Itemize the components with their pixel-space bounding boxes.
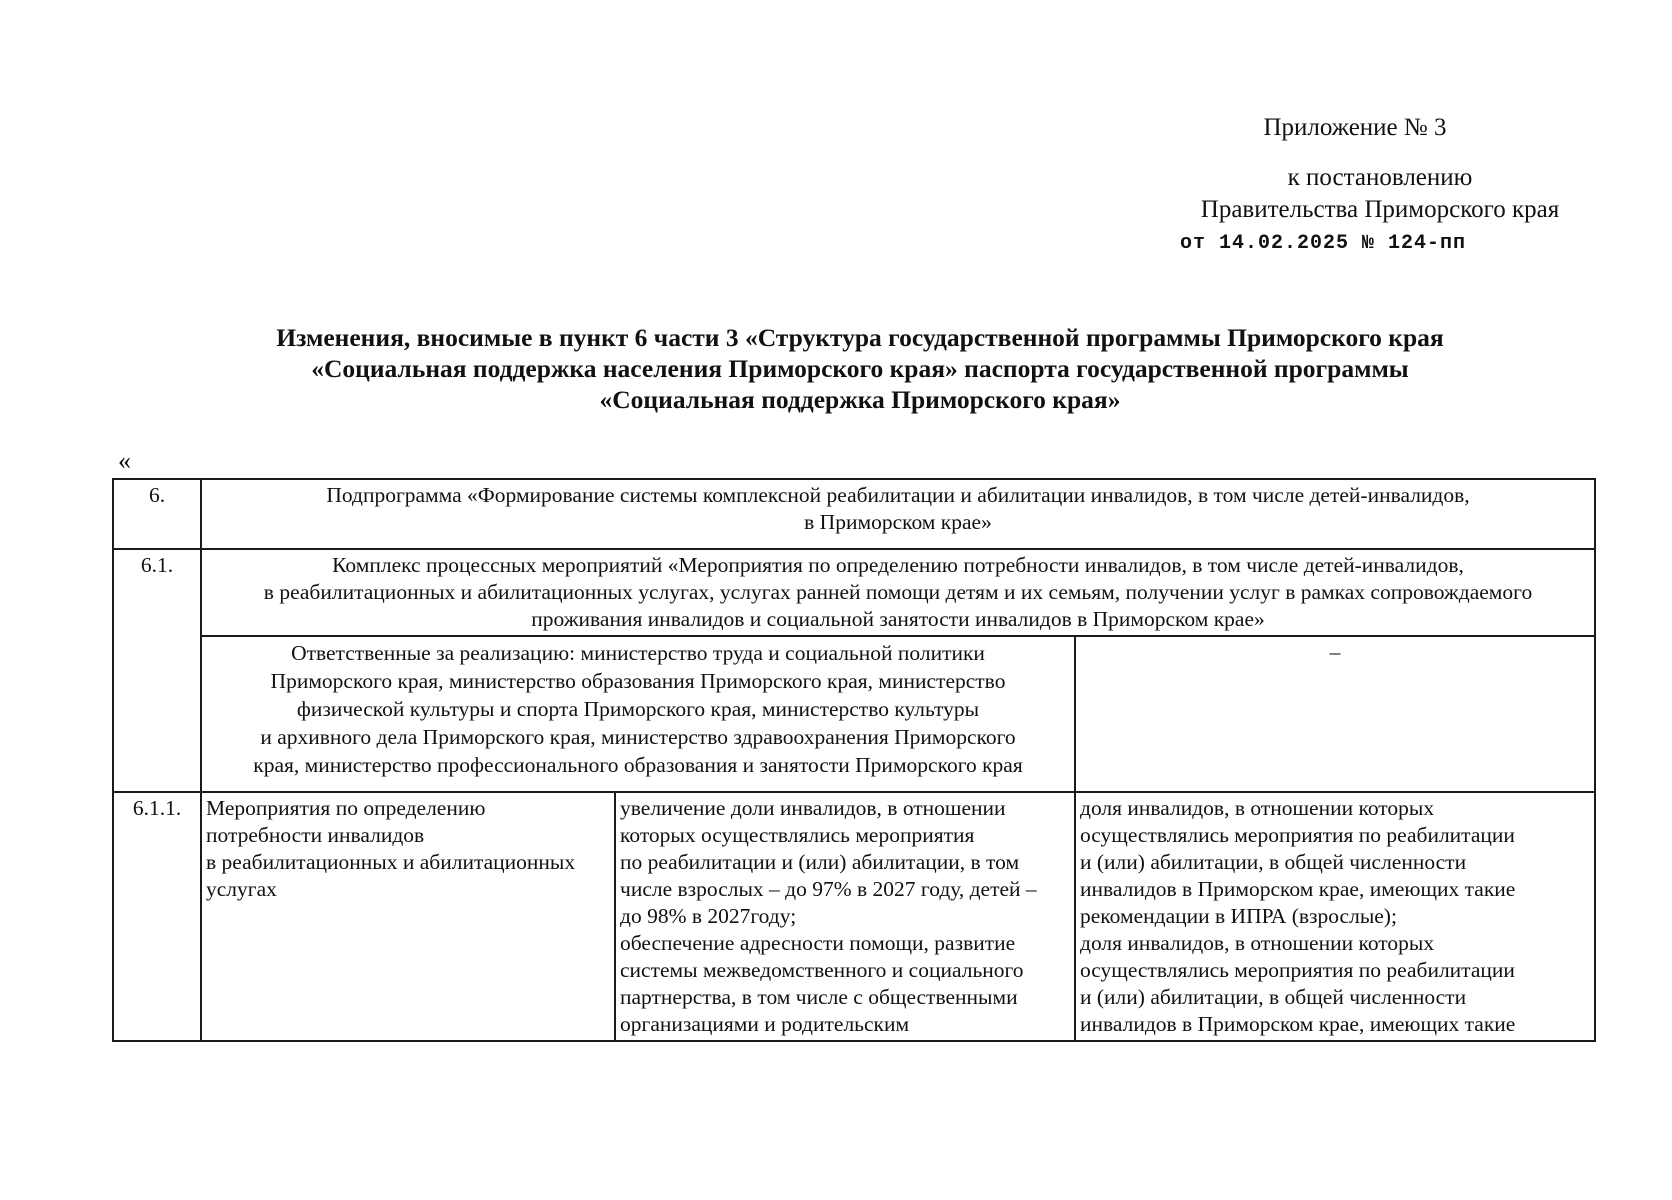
row-number: 6.: [113, 479, 201, 549]
expected-results: увеличение доли инвалидов, в отношении которых осуществлялись мероприятия по реабилитации и (или) абилитации, в том числе взрослых – до 97% в 2027 году, детей – до 98% в 2027году; обеспечение адресности помощи, развитие системы межведомственного и социального партнерства, в том числе с общественными организациями и родительским: [615, 792, 1075, 1041]
title-line-2: «Социальная поддержка населения Приморского края» паспорта государственной программы: [311, 354, 1409, 383]
row-number: 6.1.: [113, 549, 201, 792]
government-name: Правительства Приморского края: [1200, 196, 1560, 223]
period-cell: –: [1075, 636, 1595, 792]
appendix-title: Приложение № 3: [1263, 114, 1447, 141]
table-row: [113, 636, 1595, 792]
row-number: 6.1.1.: [113, 792, 201, 1041]
responsible-parties: Ответственные за реализацию: министерство труда и социальной политики Приморского края, министерство образования Приморского края, министерство физической культуры и спорта Приморского края, министерство культуры и архивного дела Приморского края, министерство здравоохранения Приморского края, министерство профессионального образования и занятости Приморского края: [201, 636, 1075, 792]
measure-name: Мероприятия по определению потребности инвалидов в реабилитационных и абилитационных услугах: [201, 792, 615, 1041]
process-complex-title: Комплекс процессных мероприятий «Мероприятия по определению потребности инвалидов, в том числе детей-инвалидов, в реабилитационных и абилитационных услугах, услугах ранней помощи детям и их семьям, получении услуг в рамках сопровождаемого проживания инвалидов и социальной занятости инвалидов в Приморском крае»: [201, 549, 1595, 636]
subprogram-title: Подпрограмма «Формирование системы комплексной реабилитации и абилитации инвалидов, в том числе детей-инвалидов, в Приморском крае»: [201, 479, 1595, 549]
to-resolution: к постановлению: [1287, 164, 1473, 191]
table-row: [113, 549, 1595, 636]
program-structure-table: [112, 478, 1596, 1042]
opening-quote: «: [118, 446, 131, 475]
date-number-stamp: от 14.02.2025 № 124-пп: [1180, 232, 1467, 255]
title-line-1: Изменения, вносимые в пункт 6 части 3 «Структура государственной программы Приморского края: [276, 323, 1444, 352]
title-line-3: «Социальная поддержка Приморского края»: [599, 385, 1121, 414]
table-row: [113, 792, 1595, 1041]
table-row: [113, 479, 1595, 549]
document-title: [120, 322, 1600, 415]
indicators: доля инвалидов, в отношении которых осуществлялись мероприятия по реабилитации и (или) абилитации, в общей численности инвалидов в Приморском крае, имеющих такие рекомендации в ИПРА (взрослые); доля инвалидов, в отношении которых осуществлялись мероприятия по реабилитации и (или) абилитации, в общей численности инвалидов в Приморском крае, имеющих такие: [1075, 792, 1595, 1041]
